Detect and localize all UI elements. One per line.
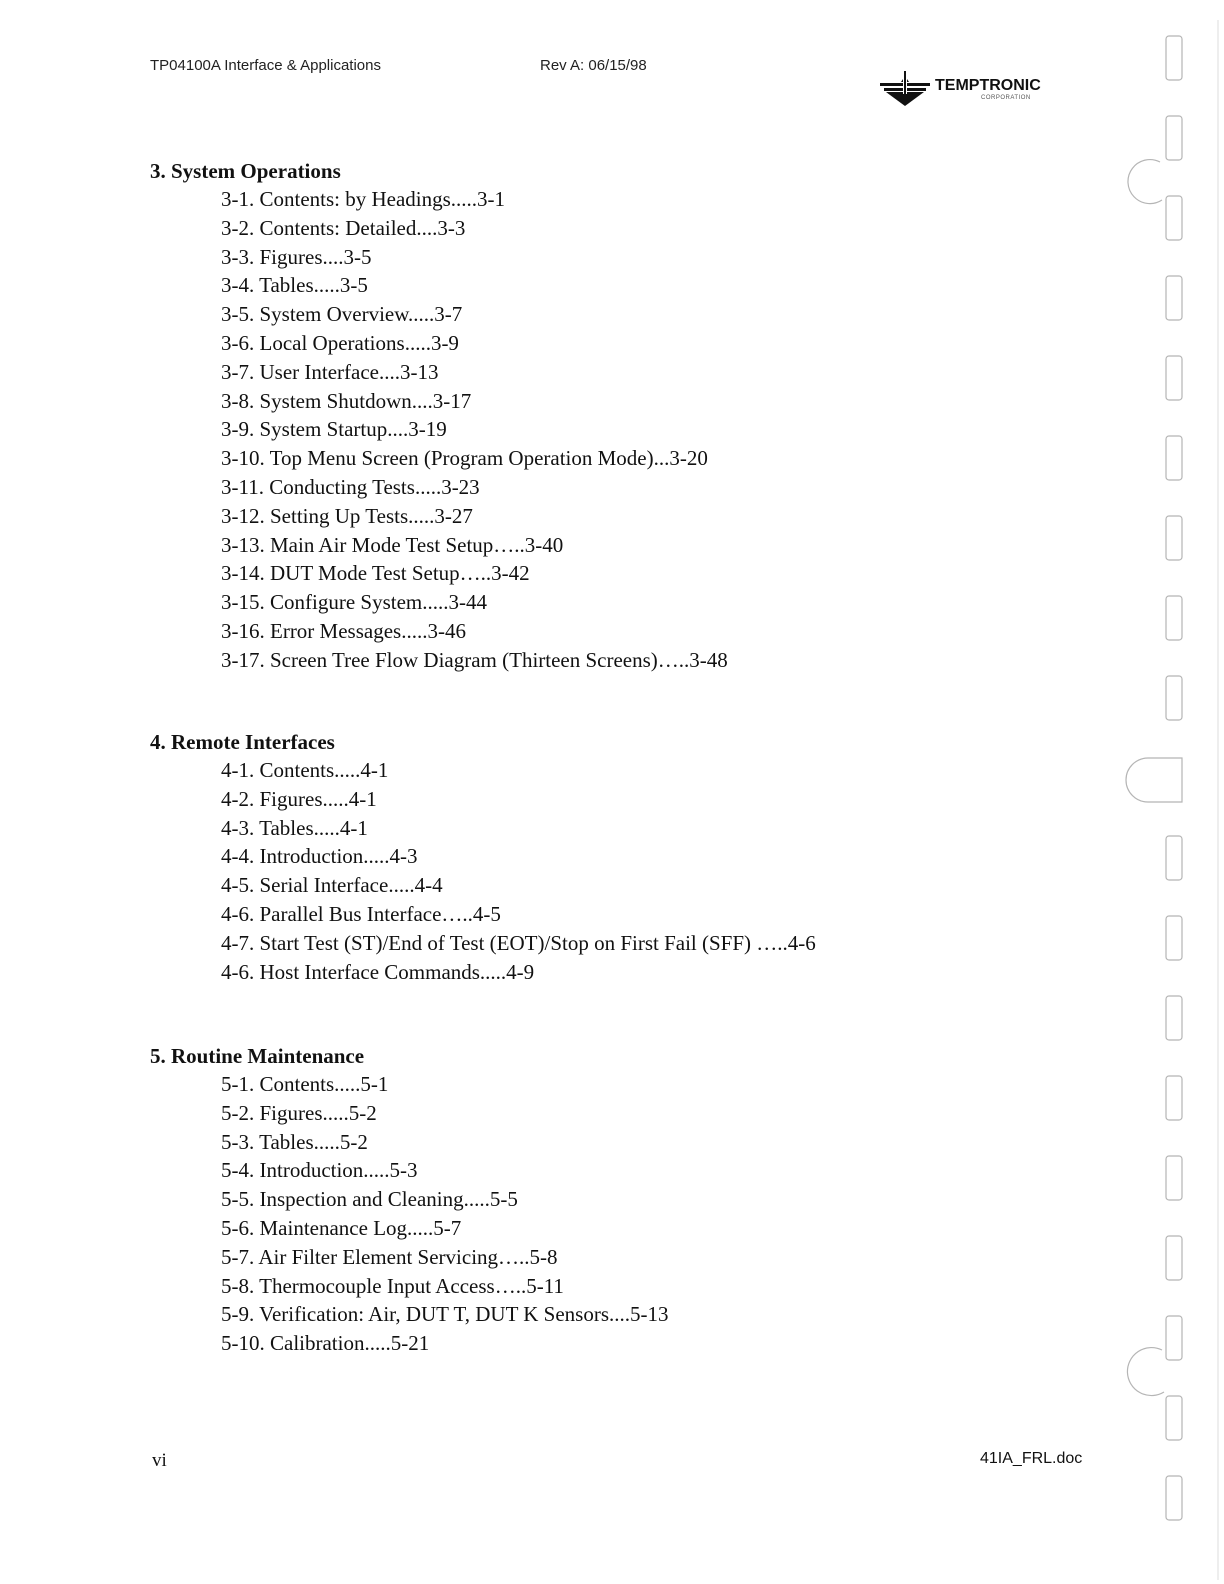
footer-page-number: vi <box>152 1450 167 1471</box>
toc-entry: 4-5. Serial Interface.....4-4 <box>221 873 443 898</box>
toc-entry: 5-5. Inspection and Cleaning.....5-5 <box>221 1187 518 1212</box>
logo-name: TEMPTRONIC <box>935 77 1041 94</box>
toc-list <box>150 1070 1050 1358</box>
toc-entry: 4-4. Introduction.....4-3 <box>221 844 418 869</box>
toc-entry: 3-11. Conducting Tests.....3-23 <box>221 474 480 499</box>
toc-entry: 3-6. Local Operations.....3-9 <box>221 330 459 355</box>
toc-entry: 5-3. Tables.....5-2 <box>221 1129 368 1154</box>
toc-entry: 3-1. Contents: by Headings.....3-1 <box>221 187 506 211</box>
toc-entry: 3-2. Contents: Detailed....3-3 <box>221 215 466 240</box>
section-routine-maintenance <box>150 1042 1050 1358</box>
toc-list <box>150 756 1050 986</box>
temptronic-logo-icon <box>876 68 934 108</box>
toc-entry: 5-4. Introduction.....5-3 <box>221 1158 418 1183</box>
toc-list <box>150 185 1050 675</box>
toc-entry: 3-4. Tables.....3-5 <box>221 273 368 298</box>
toc-entry: 4-3. Tables.....4-1 <box>221 815 368 840</box>
logo-subtitle: CORPORATION <box>981 95 1031 101</box>
header-doc-title: TP04100A Interface & Applications <box>150 57 381 74</box>
toc-entry: 5-9. Verification: Air, DUT T, DUT K Sensors....5-13 <box>221 1302 669 1327</box>
footer-file-name: 41IA_FRL.doc <box>980 1450 1083 1467</box>
toc-entry: 4-1. Contents.....4-1 <box>221 758 389 782</box>
toc-entry: 5-2. Figures.....5-2 <box>221 1100 377 1125</box>
toc-entry: 3-15. Configure System.....3-44 <box>221 590 487 615</box>
header-revision: Rev A: 06/15/98 <box>540 57 647 74</box>
toc-entry: 3-8. System Shutdown....3-17 <box>221 388 472 413</box>
section-system-operations <box>150 157 1050 675</box>
toc-entry: 4-6. Host Interface Commands.....4-9 <box>221 959 535 984</box>
toc-entry: 5-7. Air Filter Element Servicing…..5-8 <box>221 1244 558 1269</box>
toc-entry: 3-16. Error Messages.....3-46 <box>221 618 466 643</box>
section-title: 4. Remote Interfaces <box>150 730 335 754</box>
section-remote-interfaces <box>150 728 1050 986</box>
toc-entry: 5-10. Calibration.....5-21 <box>221 1331 430 1356</box>
toc-entry: 3-3. Figures....3-5 <box>221 244 372 269</box>
toc-entry: 5-1. Contents.....5-1 <box>221 1072 389 1096</box>
toc-entry: 5-6. Maintenance Log.....5-7 <box>221 1215 462 1240</box>
toc-entry: 4-2. Figures.....4-1 <box>221 786 377 811</box>
toc-entry: 4-6. Parallel Bus Interface…..4-5 <box>221 901 501 926</box>
toc-entry: 3-7. User Interface....3-13 <box>221 359 439 384</box>
toc-entry: 3-14. DUT Mode Test Setup…..3-42 <box>221 561 530 586</box>
section-title: 3. System Operations <box>150 159 341 183</box>
binder-holes-decoration <box>1118 20 1224 1580</box>
toc-entry: 3-10. Top Menu Screen (Program Operation Mode)...3-20 <box>221 446 708 471</box>
company-logo <box>876 68 1066 108</box>
toc-entry: 3-5. System Overview.....3-7 <box>221 302 463 327</box>
toc-entry: 3-12. Setting Up Tests.....3-27 <box>221 503 473 528</box>
toc-entry: 3-17. Screen Tree Flow Diagram (Thirteen Screens)…..3-48 <box>221 647 728 672</box>
toc-entry: 3-9. System Startup....3-19 <box>221 417 447 442</box>
toc-entry: 3-13. Main Air Mode Test Setup…..3-40 <box>221 532 564 557</box>
toc-entry: 5-8. Thermocouple Input Access…..5-11 <box>221 1273 564 1298</box>
section-title: 5. Routine Maintenance <box>150 1044 365 1068</box>
toc-entry: 4-7. Start Test (ST)/End of Test (EOT)/Stop on First Fail (SFF) …..4-6 <box>221 930 816 955</box>
